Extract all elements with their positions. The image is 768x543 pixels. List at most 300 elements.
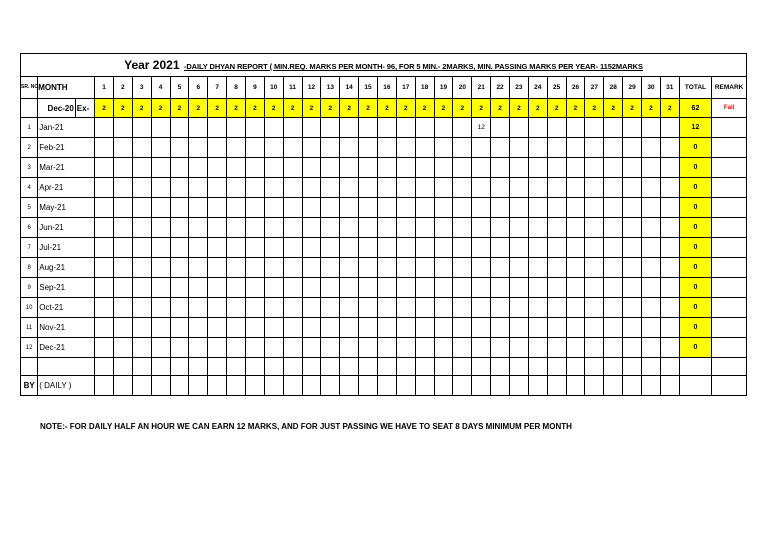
row-month: Mar-21 xyxy=(38,158,95,178)
day-cell xyxy=(453,138,472,158)
example-day-cell: 2 xyxy=(528,99,547,118)
day-cell xyxy=(585,218,604,238)
day-cell xyxy=(585,338,604,358)
day-cell xyxy=(528,318,547,338)
day-cell xyxy=(642,158,661,178)
table-row xyxy=(21,338,747,358)
header-day-6: 6 xyxy=(189,77,208,99)
example-label: Ex- xyxy=(75,99,94,118)
day-cell xyxy=(660,198,679,218)
day-cell xyxy=(189,298,208,318)
day-cell xyxy=(623,318,642,338)
row-month: Dec-21 xyxy=(38,338,95,358)
row-total: 12 xyxy=(679,118,711,138)
day-cell xyxy=(472,238,491,258)
day-cell xyxy=(509,118,528,138)
day-cell xyxy=(132,138,151,158)
day-cell xyxy=(208,238,227,258)
day-cell xyxy=(396,138,415,158)
day-cell xyxy=(227,198,246,218)
day-cell xyxy=(245,178,264,198)
day-cell xyxy=(566,158,585,178)
day-cell xyxy=(585,238,604,258)
blank-cell xyxy=(491,358,510,376)
day-cell xyxy=(245,158,264,178)
blank-cell xyxy=(340,376,359,396)
blank-cell xyxy=(509,376,528,396)
day-cell xyxy=(283,238,302,258)
example-day-cell: 2 xyxy=(547,99,566,118)
example-day-cell: 2 xyxy=(208,99,227,118)
row-sr-no: 3 xyxy=(21,158,38,178)
header-day-27: 27 xyxy=(585,77,604,99)
day-cell xyxy=(566,178,585,198)
day-cell xyxy=(321,218,340,238)
day-cell xyxy=(321,178,340,198)
day-cell xyxy=(434,218,453,238)
example-day-cell: 2 xyxy=(491,99,510,118)
day-cell xyxy=(528,158,547,178)
blank-cell xyxy=(396,376,415,396)
day-cell xyxy=(528,258,547,278)
blank-cell xyxy=(642,358,661,376)
day-cell xyxy=(472,198,491,218)
day-cell xyxy=(604,238,623,258)
day-cell xyxy=(113,318,132,338)
day-cell xyxy=(566,218,585,238)
day-cell xyxy=(434,118,453,138)
blank-cell xyxy=(660,376,679,396)
day-cell xyxy=(566,138,585,158)
table-row xyxy=(21,118,747,138)
day-cell xyxy=(113,278,132,298)
day-cell xyxy=(170,218,189,238)
day-cell xyxy=(227,238,246,258)
row-sr-no: 5 xyxy=(21,198,38,218)
header-day-14: 14 xyxy=(340,77,359,99)
day-cell xyxy=(302,118,321,138)
blank-cell xyxy=(283,376,302,396)
day-cell xyxy=(340,118,359,138)
day-cell xyxy=(547,318,566,338)
row-sr-no: 6 xyxy=(21,218,38,238)
day-cell xyxy=(302,178,321,198)
day-cell xyxy=(660,178,679,198)
day-cell xyxy=(95,138,114,158)
day-cell xyxy=(208,278,227,298)
day-cell xyxy=(642,298,661,318)
day-cell xyxy=(377,338,396,358)
day-cell xyxy=(340,318,359,338)
sheet-title xyxy=(20,53,747,76)
example-remark: Fail xyxy=(712,99,747,118)
day-cell xyxy=(528,198,547,218)
day-cell xyxy=(472,338,491,358)
day-cell xyxy=(283,218,302,238)
day-cell xyxy=(415,158,434,178)
example-day-cell: 2 xyxy=(264,99,283,118)
row-sr-no: 9 xyxy=(21,278,38,298)
day-cell xyxy=(377,318,396,338)
row-total: 0 xyxy=(679,258,711,278)
day-cell xyxy=(340,158,359,178)
day-cell xyxy=(189,178,208,198)
day-cell xyxy=(208,338,227,358)
table-row xyxy=(21,178,747,198)
table-row xyxy=(21,238,747,258)
day-cell xyxy=(359,218,378,238)
row-month: Feb-21 xyxy=(38,138,95,158)
day-cell xyxy=(547,118,566,138)
report-table xyxy=(20,76,747,396)
day-cell xyxy=(585,158,604,178)
day-cell xyxy=(642,278,661,298)
row-total: 0 xyxy=(679,198,711,218)
day-cell xyxy=(189,218,208,238)
row-sr-no: 12 xyxy=(21,338,38,358)
day-cell xyxy=(264,178,283,198)
day-cell xyxy=(359,278,378,298)
day-cell xyxy=(415,298,434,318)
day-cell xyxy=(396,158,415,178)
blank-cell xyxy=(170,376,189,396)
day-cell xyxy=(472,298,491,318)
day-cell xyxy=(283,198,302,218)
day-cell xyxy=(547,158,566,178)
day-cell xyxy=(113,218,132,238)
day-cell xyxy=(434,258,453,278)
blank-cell xyxy=(415,358,434,376)
row-sr-no: 10 xyxy=(21,298,38,318)
day-cell xyxy=(604,318,623,338)
example-day-cell: 2 xyxy=(396,99,415,118)
day-cell xyxy=(283,318,302,338)
note-text: NOTE:- FOR DAILY HALF AN HOUR WE CAN EARN 12 MARKS, AND FOR JUST PASSING WE HAVE TO SEAT 8 DAYS MINIMUM PER MONTH xyxy=(40,422,572,431)
header-remark: REMARK xyxy=(712,77,747,99)
day-cell xyxy=(434,138,453,158)
day-cell xyxy=(170,238,189,258)
day-cell xyxy=(415,258,434,278)
header-day-30: 30 xyxy=(642,77,661,99)
blank-cell xyxy=(528,376,547,396)
day-cell xyxy=(547,238,566,258)
day-cell xyxy=(660,118,679,138)
day-cell xyxy=(453,298,472,318)
blank-cell xyxy=(113,376,132,396)
day-cell xyxy=(396,338,415,358)
day-cell xyxy=(95,278,114,298)
day-cell xyxy=(321,258,340,278)
day-cell xyxy=(660,238,679,258)
day-cell xyxy=(566,338,585,358)
day-cell xyxy=(170,278,189,298)
day-cell xyxy=(604,218,623,238)
day-cell xyxy=(396,258,415,278)
day-cell xyxy=(245,118,264,138)
day-cell xyxy=(170,198,189,218)
header-day-24: 24 xyxy=(528,77,547,99)
blank-cell xyxy=(712,376,747,396)
day-cell xyxy=(359,338,378,358)
table-row xyxy=(21,258,747,278)
day-cell xyxy=(302,278,321,298)
day-cell xyxy=(491,298,510,318)
day-cell xyxy=(245,218,264,238)
day-cell xyxy=(660,278,679,298)
day-cell xyxy=(642,338,661,358)
day-cell xyxy=(227,118,246,138)
blank-cell xyxy=(208,376,227,396)
day-cell xyxy=(132,158,151,178)
row-remark xyxy=(712,318,747,338)
example-day-cell: 2 xyxy=(453,99,472,118)
day-cell xyxy=(283,178,302,198)
blank-cell xyxy=(302,358,321,376)
day-cell xyxy=(359,198,378,218)
day-cell xyxy=(566,298,585,318)
day-cell xyxy=(604,198,623,218)
row-remark xyxy=(712,118,747,138)
day-cell xyxy=(340,198,359,218)
day-cell xyxy=(604,178,623,198)
day-cell xyxy=(227,178,246,198)
day-cell xyxy=(396,278,415,298)
row-sr-no: 1 xyxy=(21,118,38,138)
header-day-21: 21 xyxy=(472,77,491,99)
example-day-cell: 2 xyxy=(227,99,246,118)
row-month: Aug-21 xyxy=(38,258,95,278)
blank-cell xyxy=(377,376,396,396)
day-cell xyxy=(189,158,208,178)
day-cell xyxy=(208,298,227,318)
day-cell xyxy=(340,178,359,198)
day-cell xyxy=(151,298,170,318)
day-cell xyxy=(132,258,151,278)
row-month: May-21 xyxy=(38,198,95,218)
blank-cell xyxy=(359,358,378,376)
day-cell xyxy=(245,138,264,158)
day-cell xyxy=(170,298,189,318)
attendance-sheet xyxy=(20,53,747,396)
day-cell xyxy=(509,278,528,298)
blank-cell xyxy=(547,376,566,396)
day-cell xyxy=(566,278,585,298)
day-cell xyxy=(208,118,227,138)
example-day-cell: 2 xyxy=(170,99,189,118)
day-cell xyxy=(321,118,340,138)
day-cell xyxy=(151,338,170,358)
header-day-12: 12 xyxy=(302,77,321,99)
day-cell xyxy=(208,318,227,338)
header-day-22: 22 xyxy=(491,77,510,99)
day-cell xyxy=(321,298,340,318)
day-cell xyxy=(642,238,661,258)
example-month: Dec-20 xyxy=(38,99,76,118)
blank-cell xyxy=(151,358,170,376)
blank-cell xyxy=(585,376,604,396)
day-cell xyxy=(660,258,679,278)
example-day-cell: 2 xyxy=(95,99,114,118)
day-cell xyxy=(264,158,283,178)
day-cell xyxy=(359,178,378,198)
row-total: 0 xyxy=(679,318,711,338)
row-month: Nov-21 xyxy=(38,318,95,338)
day-cell xyxy=(472,278,491,298)
day-cell xyxy=(377,238,396,258)
day-cell xyxy=(283,138,302,158)
day-cell xyxy=(151,158,170,178)
day-cell xyxy=(415,238,434,258)
blank-cell xyxy=(245,358,264,376)
header-day-4: 4 xyxy=(151,77,170,99)
row-total: 0 xyxy=(679,218,711,238)
day-cell xyxy=(415,338,434,358)
day-cell xyxy=(170,318,189,338)
blank-cell xyxy=(321,376,340,396)
day-cell xyxy=(227,278,246,298)
row-sr-no: 11 xyxy=(21,318,38,338)
day-cell xyxy=(377,218,396,238)
header-sr-no: SR. NO. xyxy=(21,77,38,99)
blank-cell xyxy=(566,358,585,376)
day-cell xyxy=(509,238,528,258)
day-cell xyxy=(604,278,623,298)
day-cell xyxy=(113,158,132,178)
day-cell xyxy=(170,118,189,138)
day-cell xyxy=(434,278,453,298)
day-cell xyxy=(189,238,208,258)
day-cell xyxy=(528,218,547,238)
row-month: Jul-21 xyxy=(38,238,95,258)
day-cell xyxy=(208,178,227,198)
day-cell xyxy=(491,118,510,138)
day-cell xyxy=(642,178,661,198)
table-row xyxy=(21,138,747,158)
header-day-2: 2 xyxy=(113,77,132,99)
blank-cell xyxy=(453,358,472,376)
example-day-cell: 2 xyxy=(302,99,321,118)
blank-cell xyxy=(170,358,189,376)
day-cell xyxy=(283,258,302,278)
day-cell xyxy=(604,118,623,138)
signature-row xyxy=(21,376,747,396)
example-day-cell: 2 xyxy=(189,99,208,118)
day-cell xyxy=(113,118,132,138)
row-month: Oct-21 xyxy=(38,298,95,318)
header-day-18: 18 xyxy=(415,77,434,99)
example-day-cell: 2 xyxy=(509,99,528,118)
day-cell xyxy=(264,298,283,318)
blank-cell xyxy=(491,376,510,396)
day-cell xyxy=(396,198,415,218)
blank-row xyxy=(21,358,747,376)
header-day-29: 29 xyxy=(623,77,642,99)
day-cell xyxy=(245,258,264,278)
day-cell xyxy=(208,218,227,238)
blank-cell xyxy=(340,358,359,376)
day-cell xyxy=(453,198,472,218)
day-cell xyxy=(95,238,114,258)
day-cell xyxy=(528,178,547,198)
table-row xyxy=(21,318,747,338)
day-cell xyxy=(472,178,491,198)
day-cell xyxy=(245,318,264,338)
row-total: 0 xyxy=(679,238,711,258)
day-cell xyxy=(642,138,661,158)
day-cell xyxy=(660,158,679,178)
blank-cell xyxy=(245,376,264,396)
day-cell xyxy=(434,318,453,338)
day-cell xyxy=(566,258,585,278)
day-cell xyxy=(359,318,378,338)
day-cell xyxy=(132,218,151,238)
blank-cell xyxy=(38,358,95,376)
day-cell xyxy=(264,218,283,238)
day-cell xyxy=(227,218,246,238)
day-cell xyxy=(151,238,170,258)
header-day-17: 17 xyxy=(396,77,415,99)
day-cell xyxy=(396,318,415,338)
day-cell xyxy=(302,218,321,238)
example-day-cell: 2 xyxy=(151,99,170,118)
row-remark xyxy=(712,238,747,258)
day-cell xyxy=(642,258,661,278)
day-cell xyxy=(491,198,510,218)
day-cell xyxy=(547,218,566,238)
blank-cell xyxy=(415,376,434,396)
example-day-cell: 2 xyxy=(321,99,340,118)
table-row xyxy=(21,278,747,298)
day-cell xyxy=(189,138,208,158)
day-cell xyxy=(189,198,208,218)
day-cell xyxy=(660,298,679,318)
day-cell xyxy=(377,258,396,278)
row-total: 0 xyxy=(679,158,711,178)
day-cell xyxy=(189,258,208,278)
day-cell xyxy=(227,298,246,318)
header-day-11: 11 xyxy=(283,77,302,99)
day-cell xyxy=(170,258,189,278)
header-total: TOTAL xyxy=(679,77,711,99)
example-total: 62 xyxy=(679,99,711,118)
header-row xyxy=(21,77,747,99)
day-cell xyxy=(472,218,491,238)
day-cell xyxy=(321,158,340,178)
day-cell xyxy=(660,218,679,238)
blank-cell xyxy=(321,358,340,376)
blank-cell xyxy=(585,358,604,376)
blank-cell xyxy=(604,358,623,376)
blank-cell xyxy=(453,376,472,396)
example-day-cell: 2 xyxy=(359,99,378,118)
day-cell xyxy=(566,118,585,138)
day-cell xyxy=(302,158,321,178)
day-cell xyxy=(547,298,566,318)
day-cell xyxy=(340,338,359,358)
header-day-28: 28 xyxy=(604,77,623,99)
header-day-19: 19 xyxy=(434,77,453,99)
day-cell xyxy=(453,218,472,238)
day-cell xyxy=(623,258,642,278)
day-cell xyxy=(264,258,283,278)
day-cell xyxy=(434,238,453,258)
row-remark xyxy=(712,198,747,218)
day-cell xyxy=(472,158,491,178)
day-cell xyxy=(434,158,453,178)
day-cell xyxy=(623,178,642,198)
day-cell xyxy=(151,198,170,218)
day-cell xyxy=(491,218,510,238)
